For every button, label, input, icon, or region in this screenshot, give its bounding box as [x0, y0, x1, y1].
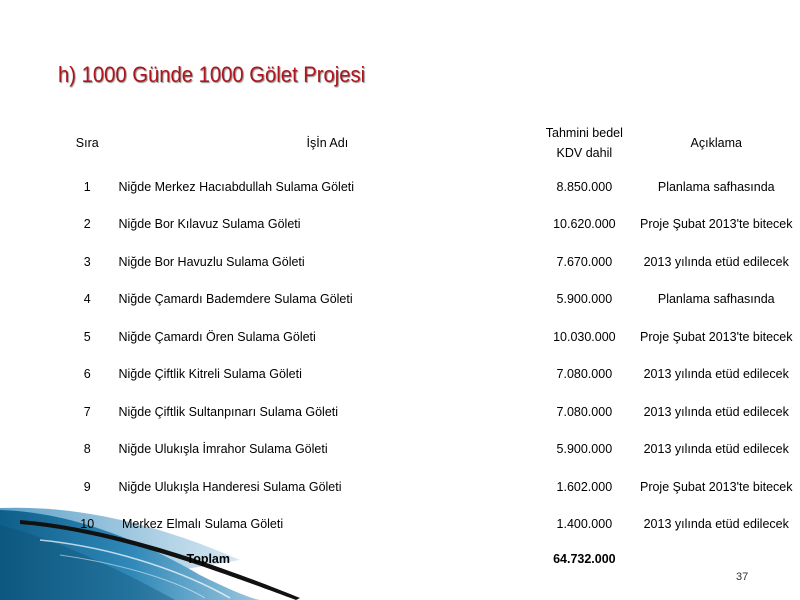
row-cost: 10.620.000 [553, 217, 616, 232]
row-name: Niğde Ulukışla İmrahor Sulama Göleti [118, 442, 328, 457]
table-row [60, 206, 800, 244]
row-desc: 2013 yılında etüd edilecek [643, 404, 789, 419]
header-cost-line2: KDV dahil [556, 146, 613, 160]
row-cost: 10.030.000 [553, 329, 616, 344]
table-row [60, 281, 800, 319]
table-row [60, 393, 800, 431]
row-desc: Proje Şubat 2013'te bitecek [639, 479, 793, 494]
table-row [60, 318, 800, 356]
row-name: Niğde Ulukışla Handeresi Sulama Göleti [118, 479, 342, 494]
row-cost: 7.080.000 [556, 367, 613, 382]
row-no: 4 [83, 292, 91, 307]
row-cost: 8.850.000 [556, 179, 613, 194]
page-number: 37 [736, 571, 749, 583]
row-cost: 7.670.000 [556, 254, 613, 269]
row-cost: 1.602.000 [556, 479, 613, 494]
row-desc: Planlama safhasında [657, 292, 775, 307]
total-row [60, 543, 800, 575]
row-desc: 2013 yılında etüd edilecek [643, 254, 789, 269]
header-no: Sıra [75, 136, 99, 150]
row-desc: 2013 yılında etüd edilecek [643, 442, 789, 457]
row-name: Merkez Elmalı Sulama Göleti [118, 517, 284, 532]
row-desc: Planlama safhasında [657, 179, 775, 194]
header-name: İşİn Adı [306, 136, 349, 150]
row-no: 8 [83, 442, 91, 457]
row-cost: 7.080.000 [556, 404, 613, 419]
header-desc: Açıklama [690, 136, 742, 150]
row-no: 2 [83, 217, 91, 232]
row-no: 7 [83, 404, 91, 419]
header-cost [536, 118, 632, 168]
table-row [60, 468, 800, 506]
row-name: Niğde Çamardı Ören Sulama Göleti [118, 329, 316, 344]
total-cost: 64.732.000 [553, 552, 616, 566]
table-row [60, 168, 800, 206]
table-row [60, 431, 800, 469]
row-no: 3 [83, 254, 91, 269]
row-no: 10 [80, 517, 95, 532]
row-desc: Proje Şubat 2013'te bitecek [639, 329, 793, 344]
table-row [60, 506, 800, 544]
row-cost: 5.900.000 [556, 442, 613, 457]
row-name: Niğde Bor Kılavuz Sulama Göleti [118, 217, 301, 232]
row-no: 6 [83, 367, 91, 382]
row-cost: 5.900.000 [556, 292, 613, 307]
row-desc: 2013 yılında etüd edilecek [643, 367, 789, 382]
project-table [60, 118, 800, 575]
row-name: Niğde Bor Havuzlu Sulama Göleti [118, 254, 305, 269]
header-cost-line1: Tahmini bedel [545, 126, 623, 140]
table-row [60, 356, 800, 394]
row-cost: 1.400.000 [556, 517, 613, 532]
row-name: Niğde Çiftlik Kitreli Sulama Göleti [118, 367, 302, 382]
row-no: 5 [83, 329, 91, 344]
table-body [60, 168, 800, 575]
row-no: 1 [83, 179, 91, 194]
row-desc: 2013 yılında etüd edilecek [643, 517, 789, 532]
slide-title: h) 1000 Günde 1000 Gölet Projesi [58, 62, 366, 87]
table-row [60, 243, 800, 281]
total-label: Toplam [186, 552, 231, 566]
row-no: 9 [83, 479, 91, 494]
row-name: Niğde Merkez Hacıabdullah Sulama Göleti [118, 179, 355, 194]
row-name: Niğde Çamardı Bademdere Sulama Göleti [118, 292, 353, 307]
row-name: Niğde Çiftlik Sultanpınarı Sulama Göleti [118, 404, 339, 419]
row-desc: Proje Şubat 2013'te bitecek [639, 217, 793, 232]
table-header-row [60, 118, 800, 168]
